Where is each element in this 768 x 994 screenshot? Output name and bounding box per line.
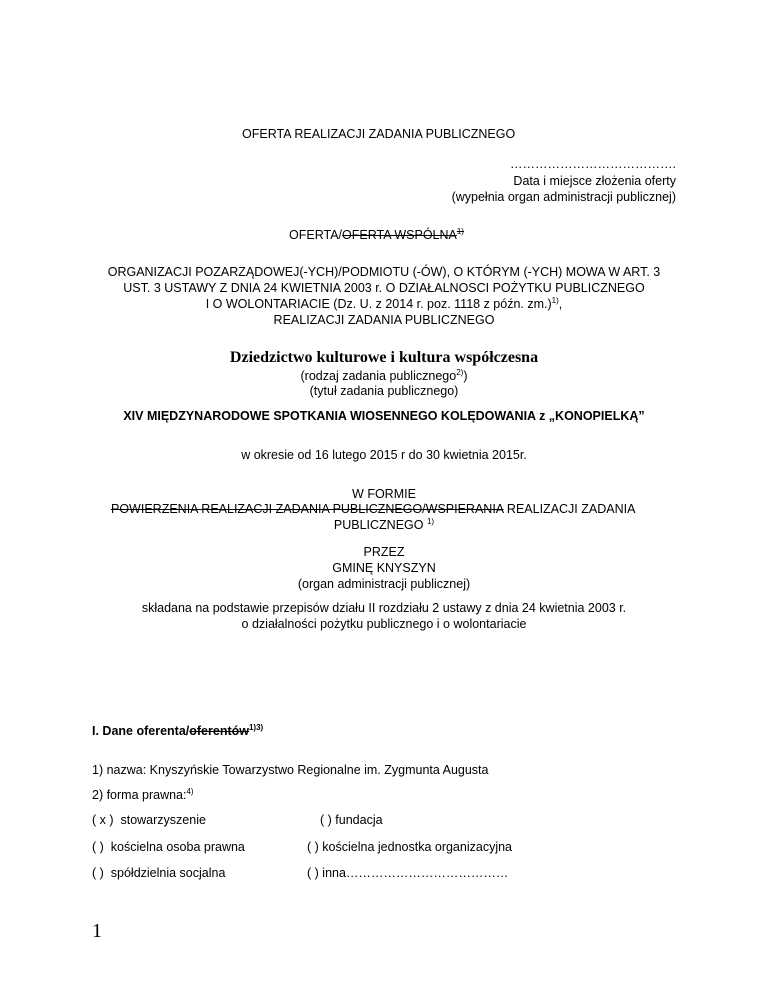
- date-label: Data i miejsce złożenia oferty: [513, 174, 676, 188]
- task-title-label: (tytuł zadania publicznego): [309, 384, 459, 398]
- option-stowarzyszenie[interactable]: ( x ) stowarzyszenie: [92, 813, 206, 827]
- section-1-heading: I. Dane oferenta/oferentów$^{1)3)}$: [92, 722, 264, 738]
- basis-line-2: o działalności pożytku publicznego i o wolontariacie: [241, 617, 527, 631]
- option-spoldzielnia[interactable]: ( ) spółdzielnia socjalna: [92, 866, 226, 880]
- document-title: OFERTA REALIZACJI ZADANIA PUBLICZNEGO: [242, 127, 516, 141]
- date-dots: ………………………………….: [510, 157, 676, 171]
- task-type: Dziedzictwo kulturowe i kultura współczesna: [229, 349, 539, 366]
- section-1-name: 1) nazwa: Knyszyńskie Towarzystwo Regionalne im. Zygmunta Augusta: [92, 763, 489, 777]
- date-note: (wypełnia organ administracji publicznej): [451, 190, 676, 204]
- task-period: w okresie od 16 lutego 2015 r do 30 kwietnia 2015r.: [241, 448, 527, 462]
- task-type-label: (rodzaj zadania publicznego$^{2)}$): [300, 367, 468, 383]
- option-inna[interactable]: ( ) inna…………………………………: [307, 866, 509, 880]
- offer-sup: 1): [456, 226, 464, 236]
- basis-line-1: składana na podstawie przepisów działu II rozdziału 2 ustawy z dnia 24 kwietnia 2003 r.: [141, 601, 627, 615]
- option-fundacja[interactable]: ( ) fundacja: [320, 813, 383, 827]
- page-number: 1: [92, 920, 102, 942]
- legal-form-label: 2) forma prawna:$^{4)}$: [92, 786, 194, 802]
- org-line-1: ORGANIZACJI POZARZĄDOWEJ(-YCH)/PODMIOTU (-ÓW), O KTÓRYM (-YCH) MOWA W ART. 3: [107, 265, 661, 279]
- org-line-2: UST. 3 USTAWY Z DNIA 24 KWIETNIA 2003 r. O DZIAŁALNOSCI POŻYTKU PUBLICZNEGO: [123, 281, 645, 295]
- form-heading: W FORMIE: [352, 487, 416, 501]
- form-line-1: POWIERZENIA REALIZACJI ZADANIA PUBLICZNEGO/WSPIERANIA REALIZACJI ZADANIA: [111, 502, 636, 516]
- org-line-4: REALIZACJI ZADANIA PUBLICZNEGO: [273, 313, 495, 327]
- org-line-3: I O WOLONTARIACIE (Dz. U. z 2014 r. poz. 1118 z późn. zm.)$^{1)}$,: [205, 295, 563, 311]
- offer-struck: OFERTA WSPÓLNA: [342, 228, 457, 242]
- authority-note: (organ administracji publicznej): [297, 577, 471, 591]
- offer-label: OFERTA/: [289, 228, 343, 242]
- authority-name: GMINĘ KNYSZYN: [332, 561, 436, 575]
- authority-through: PRZEZ: [363, 545, 405, 559]
- form-line-2: PUBLICZNEGO $^{1)}$: [333, 516, 435, 532]
- option-koscielna-jednostka[interactable]: ( ) kościelna jednostka organizacyjna: [307, 840, 512, 854]
- form-struck: POWIERZENIA REALIZACJI ZADANIA PUBLICZNEGO/WSPIERANIA: [111, 502, 504, 516]
- task-title: XIV MIĘDZYNARODOWE SPOTKANIA WIOSENNEGO KOLĘDOWANIA z „KONOPIELKĄ”: [123, 409, 645, 423]
- offer-type: [289, 228, 464, 242]
- option-koscielna-osoba[interactable]: ( ) kościelna osoba prawna: [92, 840, 245, 854]
